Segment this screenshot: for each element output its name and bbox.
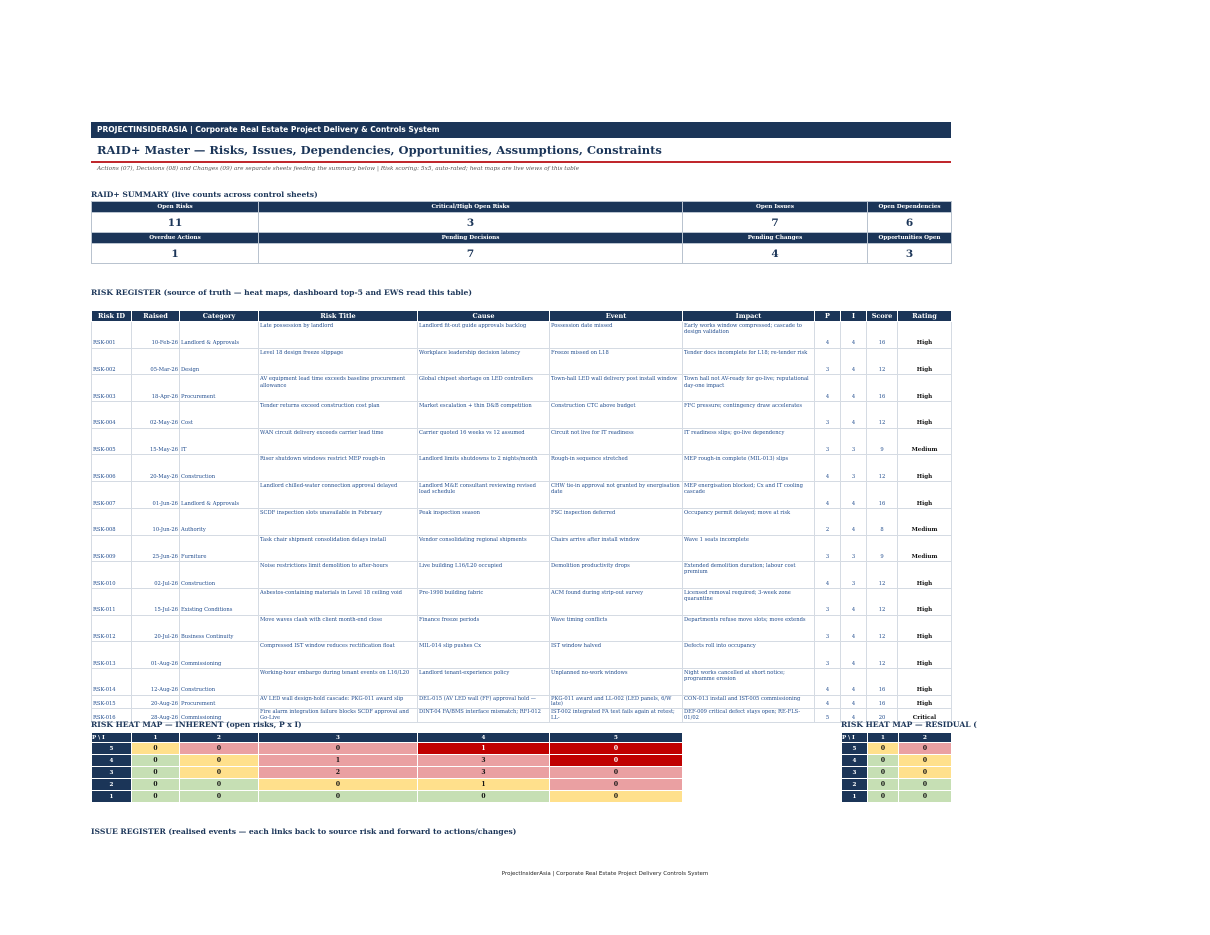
rating-cell: High — [898, 348, 952, 375]
heatmap-inherent — [91, 732, 683, 803]
heatmap-cell: 0 — [132, 767, 180, 779]
heatmap-row — [842, 743, 952, 755]
risk-id-cell: RSK-009 — [92, 535, 132, 562]
cause-cell: Peak inspection season — [418, 508, 550, 535]
table-row — [92, 562, 952, 589]
risk-id-cell: RSK-004 — [92, 402, 132, 429]
heatmap-cell: 0 — [899, 755, 952, 767]
event-cell: PKG-011 award and LL-002 (LED panels, 6/W late) — [550, 695, 683, 709]
heatmap-probability-label: 5 — [842, 743, 868, 755]
score-cell: 9 — [867, 535, 898, 562]
heatmap-row — [92, 743, 683, 755]
risk-id-cell: RSK-001 — [92, 322, 132, 349]
risk-title-cell: Tender returns exceed construction cost plan — [259, 402, 418, 429]
event-cell: FSC inspection deferred — [550, 508, 683, 535]
risk-id-cell: RSK-002 — [92, 348, 132, 375]
impact-cell: Extended demolition duration; labour cost premium — [683, 562, 815, 589]
heatmap-row — [92, 767, 683, 779]
heatmap-impact-header: 5 — [550, 733, 683, 743]
cause-cell: Pre-1998 building fabric — [418, 588, 550, 615]
heatmap-cell: 0 — [899, 767, 952, 779]
rating-cell: Medium — [898, 508, 952, 535]
raised-date-cell: 01-Aug-26 — [132, 642, 180, 669]
heatmap-corner: P \ I — [92, 733, 132, 743]
raised-date-cell: 18-Apr-26 — [132, 375, 180, 402]
score-cell: 16 — [867, 482, 898, 509]
score-cell: 12 — [867, 642, 898, 669]
risk-id-cell: RSK-014 — [92, 668, 132, 695]
event-cell: Town-hall LED wall delivery post install window — [550, 375, 683, 402]
rating-cell: High — [898, 322, 952, 349]
heatmap-cell: 0 — [180, 755, 259, 767]
category-cell: Construction — [180, 455, 259, 482]
probability-cell: 5 — [815, 709, 841, 723]
raised-date-cell: 25-Jun-26 — [132, 535, 180, 562]
event-cell: Demolition productivity drops — [550, 562, 683, 589]
table-row — [92, 535, 952, 562]
risk-title-cell: AV LED wall design-hold cascade: PKG-011 award slip — [259, 695, 418, 709]
column-header: P — [815, 311, 841, 322]
heatmap-cell: 0 — [550, 755, 683, 767]
risk-title-cell: Working-hour embargo during tenant events on L16/L20 — [259, 668, 418, 695]
event-cell: Rough-in sequence stretched — [550, 455, 683, 482]
probability-cell: 3 — [815, 642, 841, 669]
rating-cell: High — [898, 668, 952, 695]
table-row — [92, 322, 952, 349]
heatmap-impact-header: 4 — [418, 733, 550, 743]
heatmap-row — [842, 779, 952, 791]
cause-cell: Global chipset shortage on LED controllers — [418, 375, 550, 402]
score-cell: 16 — [867, 375, 898, 402]
impact-cell: Wave 1 seats incomplete — [683, 535, 815, 562]
risk-id-cell: RSK-008 — [92, 508, 132, 535]
table-row — [92, 455, 952, 482]
heatmap-cell: 0 — [868, 755, 899, 767]
summary-label: Overdue Actions — [92, 233, 259, 244]
impact-score-cell: 4 — [841, 508, 867, 535]
heatmap-impact-header: 2 — [899, 733, 952, 743]
impact-cell: FFC pressure; contingency draw accelerates — [683, 402, 815, 429]
risk-id-cell: RSK-016 — [92, 709, 132, 723]
impact-cell: CON-013 install and IST-005 commissioning — [683, 695, 815, 709]
heatmap-cell: 0 — [259, 791, 418, 803]
column-header: Risk Title — [259, 311, 418, 322]
category-cell: IT — [180, 428, 259, 455]
score-cell: 12 — [867, 348, 898, 375]
impact-score-cell: 3 — [841, 455, 867, 482]
event-cell: Wave timing conflicts — [550, 615, 683, 642]
summary-label: Open Risks — [92, 202, 259, 213]
event-cell: Construction CTC above budget — [550, 402, 683, 429]
summary-label: Pending Decisions — [259, 233, 683, 244]
category-cell: Furniture — [180, 535, 259, 562]
risk-title-cell: Asbestos-containing materials in Level 18 ceiling void — [259, 588, 418, 615]
column-header: Event — [550, 311, 683, 322]
risk-id-cell: RSK-006 — [92, 455, 132, 482]
heatmap-cell: 0 — [132, 755, 180, 767]
column-header: Category — [180, 311, 259, 322]
impact-cell: Early works window compressed; cascade to design validation — [683, 322, 815, 349]
score-cell: 16 — [867, 322, 898, 349]
heatmap-cell: 3 — [418, 767, 550, 779]
heatmap-cell: 0 — [550, 743, 683, 755]
heatmap-probability-label: 2 — [92, 779, 132, 791]
cause-cell: MIL-014 slip pushes Cx — [418, 642, 550, 669]
probability-cell: 4 — [815, 322, 841, 349]
register-heading: RISK REGISTER (source of truth — heat maps, dashboard top-5 and EWS read this table) — [91, 288, 472, 297]
risk-title-cell: WAN circuit delivery exceeds carrier lead time — [259, 428, 418, 455]
heatmap-cell: 0 — [868, 767, 899, 779]
table-row — [92, 642, 952, 669]
issue-register-heading: ISSUE REGISTER (realised events — each links back to source risk and forward to actions/changes) — [91, 827, 517, 836]
score-cell: 8 — [867, 508, 898, 535]
raised-date-cell: 02-May-26 — [132, 402, 180, 429]
score-cell: 16 — [867, 668, 898, 695]
score-cell: 12 — [867, 615, 898, 642]
raised-date-cell: 20-May-26 — [132, 455, 180, 482]
risk-id-cell: RSK-007 — [92, 482, 132, 509]
raised-date-cell: 20-Aug-26 — [132, 695, 180, 709]
risk-title-cell: AV equipment lead time exceeds baseline procurement allowance — [259, 375, 418, 402]
heatmap-row — [92, 791, 683, 803]
event-cell: Possession date missed — [550, 322, 683, 349]
heatmap-cell: 0 — [418, 791, 550, 803]
heatmap-probability-label: 1 — [92, 791, 132, 803]
summary-value: 1 — [92, 244, 259, 264]
heatmap-corner: P \ I — [842, 733, 868, 743]
category-cell: Business Continuity — [180, 615, 259, 642]
heatmap-residual-title: RISK HEAT MAP — RESIDUAL ( — [841, 720, 977, 729]
heatmap-probability-label: 4 — [842, 755, 868, 767]
impact-score-cell: 4 — [841, 348, 867, 375]
cause-cell: DEL-015 (AV LED wall (FF) approval hold — — [418, 695, 550, 709]
heatmap-cell: 0 — [180, 791, 259, 803]
category-cell: Commissioning — [180, 709, 259, 723]
cause-cell: Live building L16/L20 occupied — [418, 562, 550, 589]
probability-cell: 3 — [815, 348, 841, 375]
impact-score-cell: 4 — [841, 642, 867, 669]
impact-score-cell: 4 — [841, 322, 867, 349]
raised-date-cell: 15-Jul-26 — [132, 588, 180, 615]
score-cell: 16 — [867, 695, 898, 709]
category-cell: Cost — [180, 402, 259, 429]
cause-cell: Carrier quoted 16 weeks vs 12 assumed — [418, 428, 550, 455]
heatmap-cell: 0 — [259, 743, 418, 755]
risk-title-cell: Riser shutdown windows restrict MEP rough-in — [259, 455, 418, 482]
column-header: Cause — [418, 311, 550, 322]
heatmap-impact-header: 2 — [180, 733, 259, 743]
page-footer: ProjectInsiderAsia | Corporate Real Estate Project Delivery Controls System — [501, 871, 709, 877]
category-cell: Existing Conditions — [180, 588, 259, 615]
summary-value: 11 — [92, 213, 259, 233]
table-row — [92, 375, 952, 402]
column-header: Rating — [898, 311, 952, 322]
table-row — [92, 348, 952, 375]
category-cell: Construction — [180, 562, 259, 589]
column-header: I — [841, 311, 867, 322]
column-header: Impact — [683, 311, 815, 322]
heatmap-residual — [841, 732, 952, 803]
heatmap-cell: 0 — [132, 791, 180, 803]
rating-cell: High — [898, 695, 952, 709]
event-cell: Unplanned no-work windows — [550, 668, 683, 695]
heatmap-cell: 3 — [418, 755, 550, 767]
probability-cell: 4 — [815, 562, 841, 589]
table-row — [92, 508, 952, 535]
summary-label: Pending Changes — [683, 233, 868, 244]
impact-score-cell: 4 — [841, 615, 867, 642]
event-cell: Chairs arrive after install window — [550, 535, 683, 562]
probability-cell: 3 — [815, 588, 841, 615]
page-title: RAID+ Master — Risks, Issues, Dependencies, Opportunities, Assumptions, Constraints — [97, 143, 662, 157]
impact-cell: Night works cancelled at short notice; programme erosion — [683, 668, 815, 695]
impact-cell: Defects roll into occupancy — [683, 642, 815, 669]
heatmap-probability-label: 4 — [92, 755, 132, 767]
probability-cell: 4 — [815, 482, 841, 509]
impact-cell: Licensed removal required; 3-week zone quarantine — [683, 588, 815, 615]
heatmap-cell: 1 — [259, 755, 418, 767]
rating-cell: High — [898, 402, 952, 429]
heatmap-cell: 0 — [899, 791, 952, 803]
table-row — [92, 695, 952, 709]
heatmap-impact-header: 1 — [868, 733, 899, 743]
score-cell: 12 — [867, 455, 898, 482]
impact-score-cell: 4 — [841, 375, 867, 402]
category-cell: Procurement — [180, 375, 259, 402]
risk-title-cell: Landlord chilled-water connection approval delayed — [259, 482, 418, 509]
heatmap-cell: 0 — [180, 767, 259, 779]
probability-cell: 3 — [815, 428, 841, 455]
heatmap-row — [92, 755, 683, 767]
impact-cell: DEF-009 critical defect stays open; RE-FLS-01/02 — [683, 709, 815, 723]
summary-label: Open Issues — [683, 202, 868, 213]
table-row — [92, 588, 952, 615]
category-cell: Commissioning — [180, 642, 259, 669]
raised-date-cell: 28-Aug-26 — [132, 709, 180, 723]
impact-cell: MEP energisation blocked; Cx and IT cooling cascade — [683, 482, 815, 509]
rating-cell: High — [898, 642, 952, 669]
event-cell: CHW tie-in approval not granted by energisation date — [550, 482, 683, 509]
subtitle-note: Actions (07), Decisions (08) and Changes (09) are separate sheets feeding the summary below | Risk scoring: 5x5, auto-rated; heat maps are live views of this table — [97, 166, 580, 172]
risk-title-cell: Fire alarm integration failure blocks SCDF approval and Go-Live — [259, 709, 418, 723]
event-cell: IST-002 integrated FA test fails again at retest; LL- — [550, 709, 683, 723]
table-row — [92, 402, 952, 429]
cause-cell: Landlord fit-out guide approvals backlog — [418, 322, 550, 349]
summary-value: 6 — [868, 213, 952, 233]
heatmap-cell: 0 — [868, 779, 899, 791]
risk-title-cell: Noise restrictions limit demolition to after-hours — [259, 562, 418, 589]
table-row — [92, 482, 952, 509]
impact-score-cell: 4 — [841, 695, 867, 709]
summary-label: Opportunities Open — [868, 233, 952, 244]
impact-score-cell: 3 — [841, 428, 867, 455]
probability-cell: 4 — [815, 668, 841, 695]
score-cell: 12 — [867, 402, 898, 429]
rating-cell: High — [898, 375, 952, 402]
impact-cell: IT readiness slips; go-live dependency — [683, 428, 815, 455]
rating-cell: High — [898, 588, 952, 615]
impact-score-cell: 4 — [841, 402, 867, 429]
rating-cell: High — [898, 615, 952, 642]
event-cell: Circuit not live for IT readiness — [550, 428, 683, 455]
risk-register-table — [91, 310, 952, 723]
table-row — [92, 615, 952, 642]
risk-title-cell: Level 18 design freeze slippage — [259, 348, 418, 375]
probability-cell: 3 — [815, 615, 841, 642]
table-row — [92, 428, 952, 455]
summary-value: 7 — [259, 244, 683, 264]
cause-cell: Market escalation + thin D&B competition — [418, 402, 550, 429]
event-cell: ACM found during strip-out survey — [550, 588, 683, 615]
heatmap-cell: 0 — [550, 791, 683, 803]
cause-cell: DINT-04 FA/BMS interface mismatch; RFI-012 — [418, 709, 550, 723]
summary-value: 4 — [683, 244, 868, 264]
heatmap-row — [92, 779, 683, 791]
heatmap-probability-label: 5 — [92, 743, 132, 755]
raised-date-cell: 12-Aug-26 — [132, 668, 180, 695]
risk-title-cell: Move waves clash with client month-end close — [259, 615, 418, 642]
score-cell: 9 — [867, 428, 898, 455]
summary-value: 7 — [683, 213, 868, 233]
category-cell: Landlord & Approvals — [180, 322, 259, 349]
impact-score-cell: 4 — [841, 482, 867, 509]
probability-cell: 3 — [815, 535, 841, 562]
probability-cell: 2 — [815, 508, 841, 535]
rating-cell: Medium — [898, 428, 952, 455]
risk-title-cell: SCDF inspection slots unavailable in February — [259, 508, 418, 535]
risk-id-cell: RSK-011 — [92, 588, 132, 615]
summary-label: Open Dependencies — [868, 202, 952, 213]
raised-date-cell: 10-Feb-26 — [132, 322, 180, 349]
heatmap-cell: 0 — [899, 779, 952, 791]
rating-cell: Critical — [898, 709, 952, 723]
brand-bar: PROJECTINSIDERASIA | Corporate Real Estate Project Delivery & Controls System — [91, 122, 951, 138]
summary-label: Critical/High Open Risks — [259, 202, 683, 213]
summary-value: 3 — [868, 244, 952, 264]
impact-cell: Departments refuse move slots; move extends — [683, 615, 815, 642]
impact-score-cell: 3 — [841, 535, 867, 562]
heatmap-probability-label: 1 — [842, 791, 868, 803]
impact-score-cell: 3 — [841, 562, 867, 589]
score-cell: 12 — [867, 562, 898, 589]
event-cell: Freeze missed on L18 — [550, 348, 683, 375]
risk-id-cell: RSK-005 — [92, 428, 132, 455]
heatmap-row — [842, 791, 952, 803]
heatmap-cell: 0 — [550, 767, 683, 779]
impact-cell: Town hall not AV-ready for go-live; reputational day-one impact — [683, 375, 815, 402]
raised-date-cell: 01-Jun-26 — [132, 482, 180, 509]
risk-title-cell: Compressed IST window reduces rectification float — [259, 642, 418, 669]
column-header: Raised — [132, 311, 180, 322]
heatmap-cell: 0 — [180, 779, 259, 791]
rating-cell: High — [898, 562, 952, 589]
risk-id-cell: RSK-010 — [92, 562, 132, 589]
heatmap-cell: 0 — [132, 779, 180, 791]
impact-cell: Occupancy permit delayed; move at risk — [683, 508, 815, 535]
rating-cell: High — [898, 482, 952, 509]
category-cell: Authority — [180, 508, 259, 535]
raised-date-cell: 20-Jul-26 — [132, 615, 180, 642]
heatmap-impact-header: 3 — [259, 733, 418, 743]
cause-cell: Landlord tenant-experience policy — [418, 668, 550, 695]
raid-sheet — [91, 122, 951, 723]
heatmap-cell: 0 — [868, 791, 899, 803]
summary-heading: RAID+ SUMMARY (live counts across control sheets) — [91, 190, 318, 199]
heatmap-cell: 0 — [899, 743, 952, 755]
raised-date-cell: 02-Jul-26 — [132, 562, 180, 589]
heatmap-probability-label: 3 — [842, 767, 868, 779]
heatmap-cell: 0 — [259, 779, 418, 791]
event-cell: IST window halved — [550, 642, 683, 669]
heatmap-cell: 0 — [868, 743, 899, 755]
category-cell: Construction — [180, 668, 259, 695]
score-cell: 20 — [867, 709, 898, 723]
heatmap-probability-label: 3 — [92, 767, 132, 779]
category-cell: Procurement — [180, 695, 259, 709]
raised-date-cell: 10-Jun-26 — [132, 508, 180, 535]
summary-table — [91, 201, 952, 264]
risk-id-cell: RSK-003 — [92, 375, 132, 402]
probability-cell: 3 — [815, 402, 841, 429]
raised-date-cell: 15-May-26 — [132, 428, 180, 455]
impact-score-cell: 4 — [841, 588, 867, 615]
category-cell: Design — [180, 348, 259, 375]
heatmap-cell: 0 — [180, 743, 259, 755]
heatmap-cell: 1 — [418, 743, 550, 755]
cause-cell: Landlord M&E consultant reviewing revised load schedule — [418, 482, 550, 509]
probability-cell: 4 — [815, 375, 841, 402]
cause-cell: Landlord limits shutdowns to 2 nights/month — [418, 455, 550, 482]
risk-id-cell: RSK-013 — [92, 642, 132, 669]
table-row — [92, 668, 952, 695]
impact-cell: MEP rough-in complete (MIL-013) slips — [683, 455, 815, 482]
column-header: Risk ID — [92, 311, 132, 322]
category-cell: Landlord & Approvals — [180, 482, 259, 509]
probability-cell: 4 — [815, 695, 841, 709]
cause-cell: Finance freeze periods — [418, 615, 550, 642]
heatmap-row — [842, 767, 952, 779]
rating-cell: Medium — [898, 535, 952, 562]
cause-cell: Workplace leadership decision latency — [418, 348, 550, 375]
heatmap-cell: 2 — [259, 767, 418, 779]
impact-score-cell: 4 — [841, 709, 867, 723]
heatmap-cell: 0 — [550, 779, 683, 791]
risk-id-cell: RSK-015 — [92, 695, 132, 709]
impact-score-cell: 4 — [841, 668, 867, 695]
impact-cell: Tender docs incomplete for L18; re-tender risk — [683, 348, 815, 375]
risk-title-cell: Late possession by landlord — [259, 322, 418, 349]
probability-cell: 4 — [815, 455, 841, 482]
column-header: Score — [867, 311, 898, 322]
heatmap-probability-label: 2 — [842, 779, 868, 791]
heatmap-row — [842, 755, 952, 767]
raised-date-cell: 05-Mar-26 — [132, 348, 180, 375]
heatmap-impact-header: 1 — [132, 733, 180, 743]
summary-value: 3 — [259, 213, 683, 233]
score-cell: 12 — [867, 588, 898, 615]
rating-cell: High — [898, 455, 952, 482]
heatmap-inherent-title: RISK HEAT MAP — INHERENT (open risks, P x I) — [91, 720, 302, 729]
heatmap-cell: 1 — [418, 779, 550, 791]
risk-id-cell: RSK-012 — [92, 615, 132, 642]
cause-cell: Vendor consolidating regional shipments — [418, 535, 550, 562]
risk-title-cell: Task chair shipment consolidation delays install — [259, 535, 418, 562]
heatmap-cell: 0 — [132, 743, 180, 755]
